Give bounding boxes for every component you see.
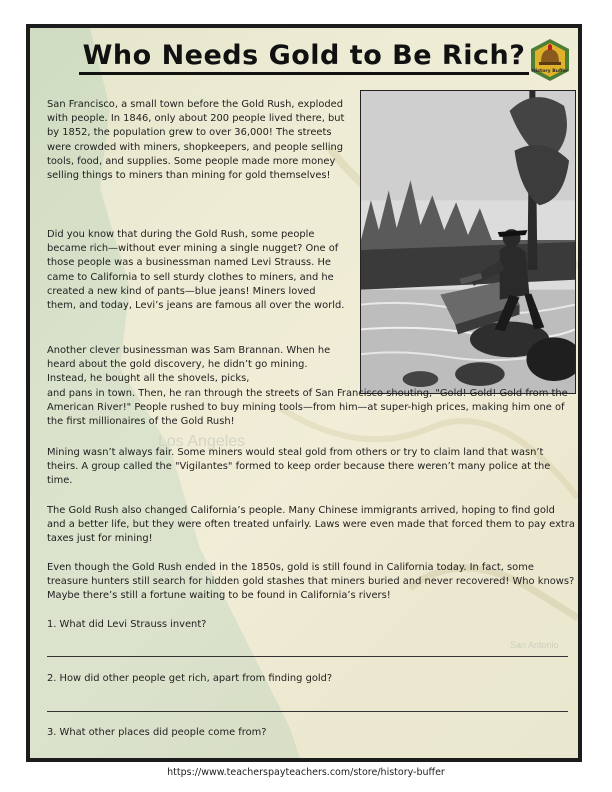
worksheet-page <box>26 24 582 762</box>
paragraph-6: Even though the Gold Rush ended in the 1850s, gold is still found in California today. In fact, some treasure hunters still search for hidden gold stashes that miners buried and never recovered! Who knows? Maybe there’s still a fortune waiting to be found in California’s rivers! <box>47 562 575 602</box>
paragraph-5: The Gold Rush also changed California’s people. Many Chinese immigrants arrived, hoping to find gold and a better life, but they were often treated unfairly. Laws were even made that forced them to pay extra taxes just for mining! <box>47 505 575 545</box>
answer-line-1[interactable] <box>47 656 568 657</box>
map-label-los-angeles: Los Angeles <box>158 433 246 450</box>
content <box>30 28 578 758</box>
gold-panner-illustration <box>360 90 576 394</box>
page-title <box>30 40 578 71</box>
gold-panner-engraving-icon <box>361 91 575 393</box>
helmet-logo-icon <box>528 38 572 82</box>
question-3: 3. What other places did people come from? <box>47 727 267 738</box>
question-1: 1. What did Levi Strauss invent? <box>47 619 207 630</box>
map-label-san-antonio: San Antonio <box>510 640 559 650</box>
answer-line-2[interactable] <box>47 711 568 712</box>
page-title-text: Who Needs Gold to Be Rich? <box>79 40 530 75</box>
paragraph-4: Mining wasn’t always fair. Some miners would steal gold from others or try to claim land that wasn’t theirs. A group called the "Vigilantes" formed to keep order because there weren’t many police at the time. <box>47 447 551 487</box>
paragraph-2: Did you know that during the Gold Rush, some people became rich—without ever mining a single nugget? One of those people was a businessman named Levi Strauss. He came to California to sell sturdy clothes to miners, and he created a new kind of pants—blue jeans! Miners loved them, and today, Levi’s jeans are famous all over the world. <box>47 229 345 312</box>
paragraph-3b: and pans in town. Then, he ran through the streets of San Francisco shouting, "Gold! Gold! Gold from the American River!" People rushed to buy mining tools—from him—at super-high prices, making him one of the first millionaires of the Gold Rush! <box>47 388 568 428</box>
footer-url[interactable]: https://www.teacherspayteachers.com/store/history-buffer <box>167 767 445 778</box>
question-2: 2. How did other people get rich, apart from finding gold? <box>47 673 333 684</box>
paragraph-3a: Another clever businessman was Sam Brannan. When he heard about the gold discovery, he didn’t go mining. Instead, he bought all the shovels, picks, <box>47 345 331 385</box>
paragraph-1: San Francisco, a small town before the Gold Rush, exploded with people. In 1846, only about 200 people lived there, but by 1852, the population grew to over 36,000! The streets were crowded with miners, shopkeepers, and people selling tools, food, and supplies. Some people made more money selling things to miners than mining for gold themselves! <box>47 99 345 182</box>
badge-text: History Buffer <box>531 69 569 74</box>
